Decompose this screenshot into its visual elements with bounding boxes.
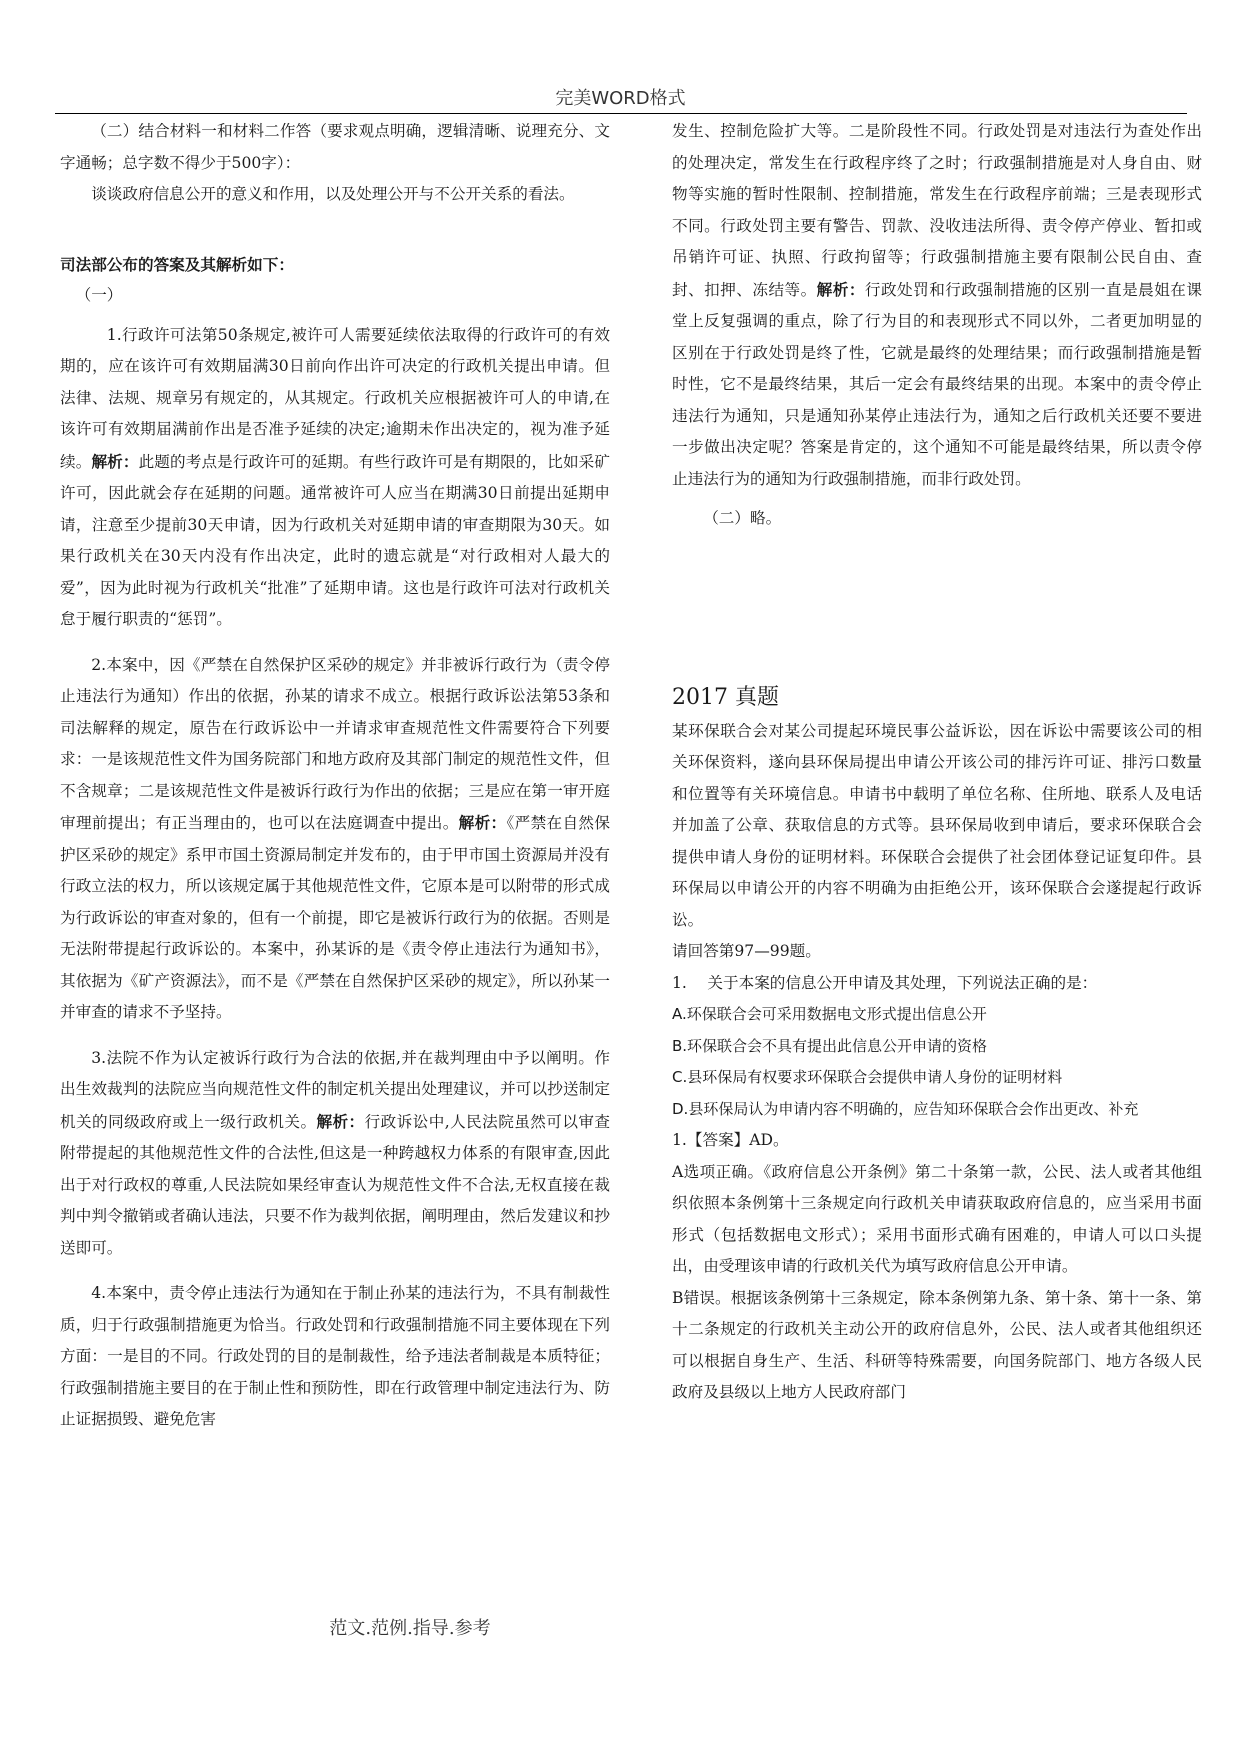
analysis-label: 解析： — [316, 1111, 365, 1131]
answer-paragraph-2 — [60, 650, 610, 1029]
question-1: 1. 关于本案的信息公开申请及其处理，下列说法正确的是： — [672, 973, 1098, 992]
answer-paragraph-1 — [60, 320, 610, 636]
case-description: 某环保联合会对某公司提起环境民事公益诉讼，因在诉讼中需要该公司的相关环保资料，遂向县环保局提出申请公开该公司的排污许可证、排污口数量和位置等有关环境信息。申请书中载明了单位名称、住所地、联系人及电话并加盖了公章、获取信息的方式等。县环保局收到申请后，要求环保联合会提供申请人身份的证明材料。环保联合会提供了社会团体登记证复印件。县环保局以申请公开的内容不明确为由拒绝公开，该环保联合会遂提起行政诉讼。 — [672, 721, 1202, 929]
analysis-label: 解析： — [91, 451, 139, 471]
answer-heading: 司法部公布的答案及其解析如下： — [60, 254, 294, 274]
part-two-label: （二）略。 — [703, 509, 782, 527]
answer-paragraph-4: 4.本案中，责令停止违法行为通知在于制止孙某的违法行为，不具有制裁性质，归于行政强制措施更为恰当。行政处罚和行政强制措施不同主要体现在下列方面：一是目的不同。行政处罚的目的是制裁性，给予违法者制裁是本质特征；行政强制措施主要目的在于制止性和预防性，即在行政管理中制定违法行为、防止证据损毁、避免危害 — [60, 1284, 610, 1428]
left-column — [60, 116, 610, 1436]
page-footer: 范文.范例.指导.参考 — [329, 1618, 491, 1639]
answer-paragraph-4-continued — [672, 116, 1202, 495]
explanation-b: B错误。根据该条例第十三条规定，除本条例第九条、第十条、第十一条、第十二条规定的行政机关主动公开的政府信息外，公民、法人或者其他组织还可以根据自身生产、生活、科研等特殊需要，向国务院部门、地方各级人民政府及县级以上地方人民政府部门 — [672, 1288, 1202, 1401]
part-one-label: （一） — [75, 286, 123, 304]
answer-3-text: 3.法院不作为认定被诉行政行为合法的依据,并在裁判理由中予以阐明。作出生效裁判的法院应当向规范性文件的制定机关提出处理建议，并可以抄送制定机关的同级政府或上一级行政机关。 — [60, 1048, 610, 1131]
right-column — [672, 116, 1202, 1409]
page-header: 完美WORD格式 — [555, 88, 686, 109]
option-c: C.县环保局有权要求环保联合会提供申请人身份的证明材料 — [672, 1068, 1063, 1086]
answer-1-text: 1.行政许可法第50条规定,被许可人需要延续依法取得的行政许可的有效期的，应在该许可有效期届满30日前向作出许可决定的行政机关提出申请。但法律、法规、规章另有规定的，从其规定。行政机关应根据被许可人的申请,在该许可有效期届满前作出是否准予延续的决定;逾期未作出决定的，视为准予延续。 — [60, 325, 610, 471]
answer-4-text: 发生、控制危险扩大等。二是阶段性不同。行政处罚是对违法行为查处作出的处理决定，常发生在行政程序终了之时；行政强制措施是对人身自由、财物等实施的暂时性限制、控制措施，常发生在行政程序前端；三是表现形式不同。行政处罚主要有警告、罚款、没收违法所得、责令停产停业、暂扣或吊销许可证、执照、行政拘留等；行政强制措施主要有限制公民自由、查封、扣押、冻结等。 — [672, 122, 1202, 299]
answer-paragraph-3 — [60, 1043, 610, 1265]
option-b: B.环保联合会不具有提出此信息公开申请的资格 — [672, 1036, 988, 1055]
option-a: A.环保联合会可采用数据电文形式提出信息公开 — [672, 1005, 987, 1023]
analysis-3-text: 行政诉讼中,人民法院虽然可以审查附带提起的其他规范性文件的合法性,但这是一种跨越权力体系的有限审查,因此出于对行政权的尊重,人民法院如果经审查认为规范性文件不合法,无权直接在裁判中判令撤销或者确认违法，只要不作为裁判依据，阐明理由，然后发建议和抄送即可。 — [60, 1112, 610, 1257]
analysis-4-text: 行政处罚和行政强制措施的区别一直是晨姐在课堂上反复强调的重点，除了行为目的和表现形式不同以外，二者更加明显的区别在于行政处罚是终了性，它就是最终的处理结果；而行政强制措施是暂时性，它不是最终结果，其后一定会有最终结果的出现。本案中的责令停止违法行为通知，只是通知孙某停止违法行为，通知之后行政机关还要不要进一步做出决定呢？答案是肯定的，这个通知不可能是最终结果，所以责令停止违法行为的通知为行政强制措施，而非行政处罚。 — [672, 280, 1202, 488]
analysis-label: 解析： — [816, 279, 865, 299]
essay-question-intro: （二）结合材料一和材料二作答（要求观点明确，逻辑清晰、说理充分、文字通畅；总字数不得少于500字）： — [60, 122, 610, 172]
explanation-a: A选项正确。《政府信息公开条例》第二十条第一款，公民、法人或者其他组织依照本条例第十三条规定向行政机关申请获取政府信息的，应当采用书面形式（包括数据电文形式）；采用书面形式确有困难的，申请人可以口头提出，由受理该申请的行政机关代为填写政府信息公开申请。 — [672, 1162, 1202, 1275]
answer-2-text: 2.本案中，因《严禁在自然保护区采砂的规定》并非被诉行政行为（责令停止违法行为通知）作出的依据，孙某的请求不成立。根据行政诉讼法第53条和司法解释的规定，原告在行政诉讼中一并请求审查规范性文件需要符合下列要求：一是该规范性文件为国务院部门和地方政府及其部门制定的规范性文件，但不含规章；二是该规范性文件是被诉行政行为作出的依据；三是应在第一审开庭审理前提出；有正当理由的，也可以在法庭调查中提出。 — [60, 655, 610, 832]
option-d: D.县环保局认为申请内容不明确的，应告知环保联合会作出更改、补充 — [672, 1099, 1139, 1118]
analysis-1-text: 此题的考点是行政许可的延期。有些行政许可是有期限的，比如采矿许可，因此就会存在延期的问题。通常被许可人应当在期满30日前提出延期申请，注意至少提前30天申请，因为行政机关对延期申请的审查期限为30天。如果行政机关在30天内没有作出决定，此时的遗忘就是“对行政相对人最大的爱”，因为此时视为行政机关“批准”了延期申请。这也是行政许可法对行政机关怠于履行职责的“惩罚”。 — [60, 452, 610, 628]
essay-question-topic: 谈谈政府信息公开的意义和作用，以及处理公开与不公开关系的看法。 — [91, 185, 575, 203]
header-divider — [55, 113, 1187, 114]
analysis-label: 解析： — [458, 813, 507, 832]
question-instruction: 请回答第97—99题。 — [672, 942, 821, 960]
analysis-2-text: 《严禁在自然保护区采砂的规定》系甲市国土资源局制定并发布的，由于甲市国土资源局并没有行政立法的权力，所以该规定属于其他规范性文件，它原本是可以附带的形式成为行政诉讼的审查对象的，但有一个前提，即它是被诉行政行为的依据。否则是无法附带提起行政诉讼的。本案中，孙某诉的是《责令停止违法行为通知书》，其依据为《矿产资源法》，而不是《严禁在自然保护区采砂的规定》，所以孙某一并审查的请求不予坚持。 — [60, 814, 610, 1021]
exam-year-title: 2017 真题 — [672, 684, 779, 710]
answer-key: 1.【答案】AD。 — [672, 1131, 789, 1149]
